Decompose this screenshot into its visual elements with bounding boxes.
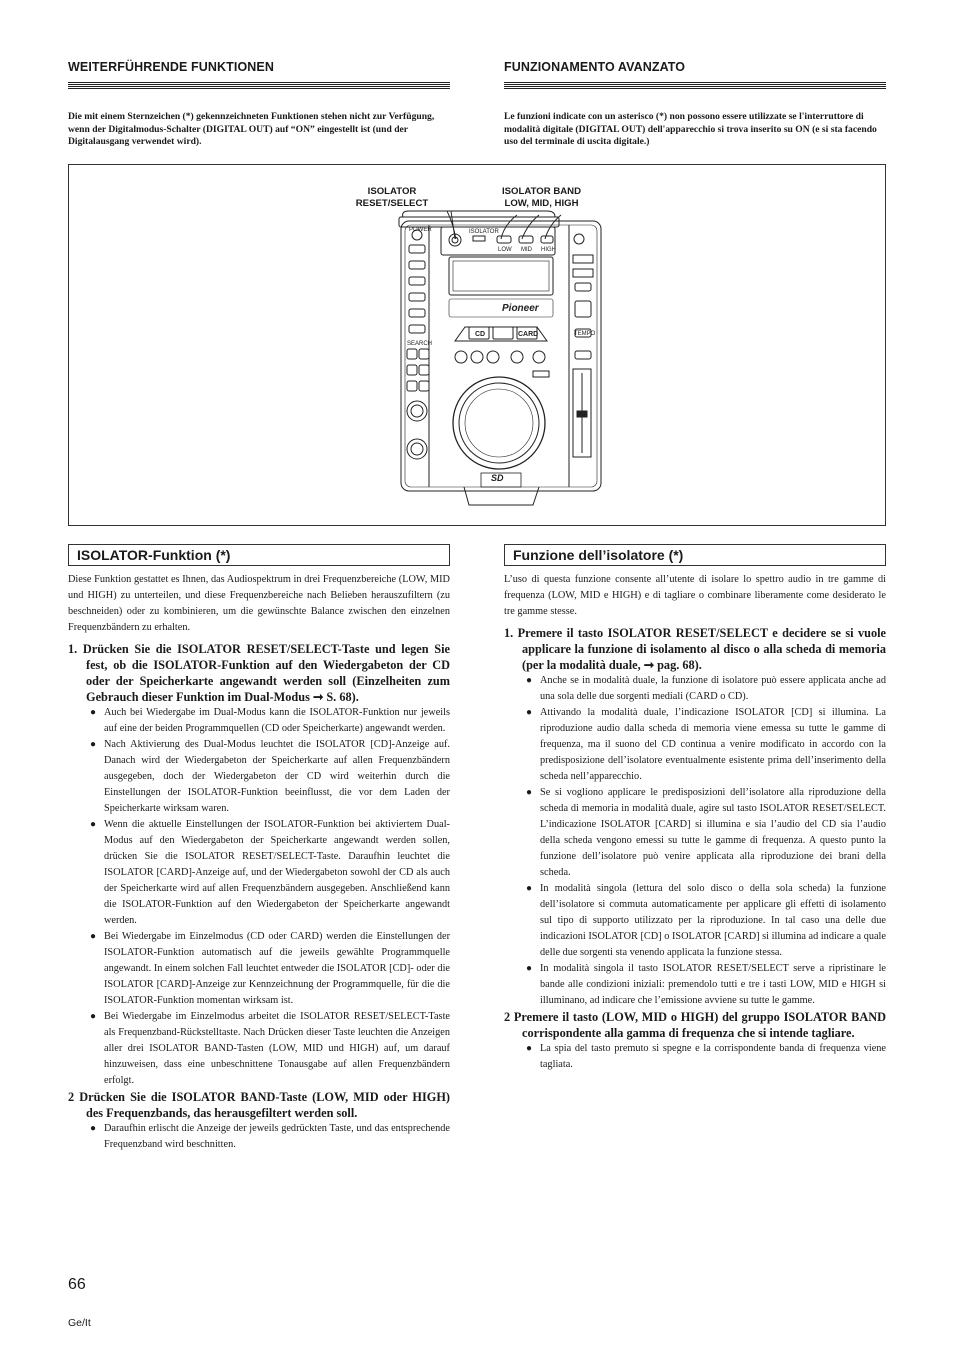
device-search-label: SEARCH bbox=[407, 341, 433, 347]
italian-step-1: 1. Premere il tasto ISOLATOR RESET/SELECT e decidere se si vuole applicare la funzione di isolamento al disco o alla scheda di memoria (per la modalità duale, ➞ pag. 68). bbox=[504, 626, 886, 672]
german-step1-bullet: ● Nach Aktivierung des Dual-Modus leuchtet die ISOLATOR [CD]-Anzeige auf. Danach wird der Wiedergabeton der Speicherkarte auf allen Frequenzbändern ausgegeben, doch der Wiedergabeton der CD wird weiterhin durch die Einstellungen der ISOLATOR-Funktion beeinflusst, die vor dem Laden der Speicherkarte wirksam waren. bbox=[90, 739, 450, 814]
italian-step1-bullet: ● In modalità singola il tasto ISOLATOR RESET/SELECT serve a ripristinare le bande alle condizioni iniziali: premendolo tutti e tre i tasti LOW, MID e HIGH si illuminano, ad indicare che l’emissione avviene su tutte le gamme. bbox=[526, 963, 886, 1006]
italian-step1-bullet: ● In modalità singola (lettura del solo disco o della sola scheda) la funzione dell’isolatore si commuta automaticamente per applicare gli effetti di isolamento sul tipo di supporto utilizzato per la riproduzione. In tal caso una delle due indicazioni ISOLATOR [CD] o ISOLATOR [CARD] si illumina ad indicare a quale delle due sorgenti sta venendo applicata la funzione stessa. bbox=[526, 883, 886, 958]
german-step1-bullet: ● Wenn die aktuelle Einstellungen der ISOLATOR-Funktion bei aktiviertem Dual-Modus auf den Wiedergabeton der Speicherkarte angewandt werden sollen, drücken Sie die ISOLATOR RESET/SELECT-Taste. Daraufhin leuchtet die ISOLATOR [CARD]-Anzeige auf, und der Wiedergabeton sowohl der CD als auch der Speicherkarte wird auf allen Frequenzbändern ausgegeben. Anschließend kann die ISOLATOR-Funktion auf den Wiedergabeton der Speicherkarte angewandt werden. bbox=[90, 819, 450, 926]
italian-section-title: Funzione dell’isolatore (*) bbox=[504, 544, 886, 566]
italian-step2-bullet: ● La spia del tasto premuto si spegne e la corrispondente banda di frequenza viene tagliata. bbox=[526, 1043, 886, 1070]
german-intro: Diese Funktion gestattet es Ihnen, das Audiospektrum in drei Frequenzbereiche (LOW, MID und HIGH) zu unterteilen, und diese Frequenzbereiche nach Belieben herauszufiltern (zu beschneiden) oder zu kombinieren, um die gewünschte Balance zwischen den einzelnen Frequenzbändern zu erhalten. bbox=[68, 574, 450, 633]
left-section-header: WEITERFÜHRENDE FUNKTIONEN bbox=[68, 60, 274, 74]
language-code: Ge/It bbox=[68, 1317, 91, 1329]
device-mid-label: MID bbox=[521, 247, 532, 253]
italian-step1-bullet: ● Attivando la modalità duale, l’indicazione ISOLATOR [CD] si illumina. La riproduzione audio dalla scheda di memoria viene emessa su tutte le gamme di frequenza, ma il suono del CD continua a venire modificato in accordo con la predisposizione dell’isolatore eventualmente esistente prima dell’inserimento della scheda nell’apparecchio. bbox=[526, 707, 886, 782]
device-low-label: LOW bbox=[498, 247, 512, 253]
device-tempo-label: TEMPO bbox=[574, 331, 596, 337]
right-asterisk-note: Le funzioni indicate con un asterisco (*) non possono essere utilizzate se l'interruttore di modalità digitale (DIGITAL OUT) dell'apparecchio si trova inserito su ON (e si sta facendo uso del terminale di uscita digitale.) bbox=[504, 111, 877, 148]
german-body bbox=[68, 572, 450, 1153]
left-header-rule bbox=[68, 82, 450, 90]
left-asterisk-note: Die mit einem Sternzeichen (*) gekennzeichneten Funktionen stehen nicht zur Verfügung, wenn der Digitalmodus-Schalter (DIGITAL OUT) auf “ON” eingestellt ist (und der Digitalausgang verwendet wird). bbox=[68, 111, 435, 148]
italian-intro: L’uso di questa funzione consente all’utente di isolare lo spettro audio in tre gamme di frequenza (LOW, MID e HIGH) e di tagliare o combinare liberamente come desiderato le tre gamme stesse. bbox=[504, 574, 886, 617]
german-step1-bullet: ● Auch bei Wiedergabe im Dual-Modus kann die ISOLATOR-Funktion nur jeweils auf eine der beiden Programmquellen (CD oder Speicherkarte) angewandt werden. bbox=[90, 707, 450, 734]
label-isolator-reset-select: ISOLATOR RESET/SELECT bbox=[355, 186, 429, 209]
device-illustration bbox=[69, 165, 885, 525]
italian-step1-bullet: ● Anche se in modalità duale, la funzione di isolatore può essere applicata anche ad una sola delle due sorgenti mediali (CARD o CD). bbox=[526, 675, 886, 702]
device-power-label: POWER bbox=[409, 227, 432, 233]
label-isolator-band: ISOLATOR BAND LOW, MID, HIGH bbox=[501, 186, 582, 209]
device-figure bbox=[68, 164, 886, 526]
right-section-header: FUNZIONAMENTO AVANZATO bbox=[504, 60, 686, 74]
italian-body bbox=[504, 572, 886, 1073]
device-cd-label: CD bbox=[475, 331, 486, 338]
device-high-label: HIGH bbox=[541, 247, 556, 253]
right-header-rule bbox=[504, 82, 886, 90]
device-brand-logo: Pioneer bbox=[502, 303, 539, 314]
device-sd-logo: SD bbox=[491, 473, 504, 483]
device-card-label: CARD bbox=[518, 331, 539, 338]
italian-step-2: 2 Premere il tasto (LOW, MID o HIGH) del gruppo ISOLATOR BAND corrispondente alla gamma di frequenza che si intende tagliare. bbox=[504, 1010, 886, 1040]
german-step2-bullet: ● Daraufhin erlischt die Anzeige der jeweils gedrückten Taste, und das entsprechende Frequenzband wird beschnitten. bbox=[90, 1123, 450, 1150]
german-step1-bullet: ● Bei Wiedergabe im Einzelmodus arbeitet die ISOLATOR RESET/SELECT-Taste als Frequenzband-Rückstelltaste. Nach Drücken dieser Taste leuchten die Anzeigen aller drei ISOLATOR BAND-Tasten (LOW, MID und HIGH) auf, um darauf hinzuweisen, dass eine unbeschnittene Tonausgabe auf allen Frequenzbändern erfolgt. bbox=[90, 1011, 450, 1086]
device-isolator-label: ISOLATOR bbox=[469, 229, 499, 235]
page-number: 66 bbox=[68, 1276, 86, 1293]
german-step-1: 1. Drücken Sie die ISOLATOR RESET/SELECT-Taste und legen Sie fest, ob die ISOLATOR-Funktion auf den Wiedergabeton der CD oder der Speicherkarte angewandt werden soll (Einzelheiten zum Gebrauch dieser Funktion im Dual-Modus ➞ S. 68). bbox=[68, 642, 450, 704]
german-section-title: ISOLATOR-Funktion (*) bbox=[68, 544, 450, 566]
german-step-2: 2 Drücken Sie die ISOLATOR BAND-Taste (LOW, MID oder HIGH) des Frequenzbands, das herausgefiltert werden soll. bbox=[68, 1090, 450, 1120]
german-step1-bullet: ● Bei Wiedergabe im Einzelmodus (CD oder CARD) werden die Einstellungen der ISOLATOR-Funktion automatisch auf die jeweils gewählte Programmquelle angewandt. In einem solchen Fall leuchtet entweder die ISOLATOR [CD]- oder die ISOLATOR [CARD]-Anzeige zur Kennzeichnung der Programmquelle, für die die ISOLATOR-Funktion momentan wirksam ist. bbox=[90, 931, 450, 1006]
italian-step1-bullet: ● Se si vogliono applicare le predisposizioni dell’isolatore alla riproduzione della scheda di memoria in modalità duale, agire sul tasto ISOLATOR RESET/SELECT. L’indicazione ISOLATOR [CARD] si illumina e sia l’audio del CD sia l’audio della scheda vengono emessi su tutte le gamme di frequenza. A questo punto la funzione dell’isolatore può venire applicata alla riproduzione dei brani della scheda. bbox=[526, 787, 886, 878]
